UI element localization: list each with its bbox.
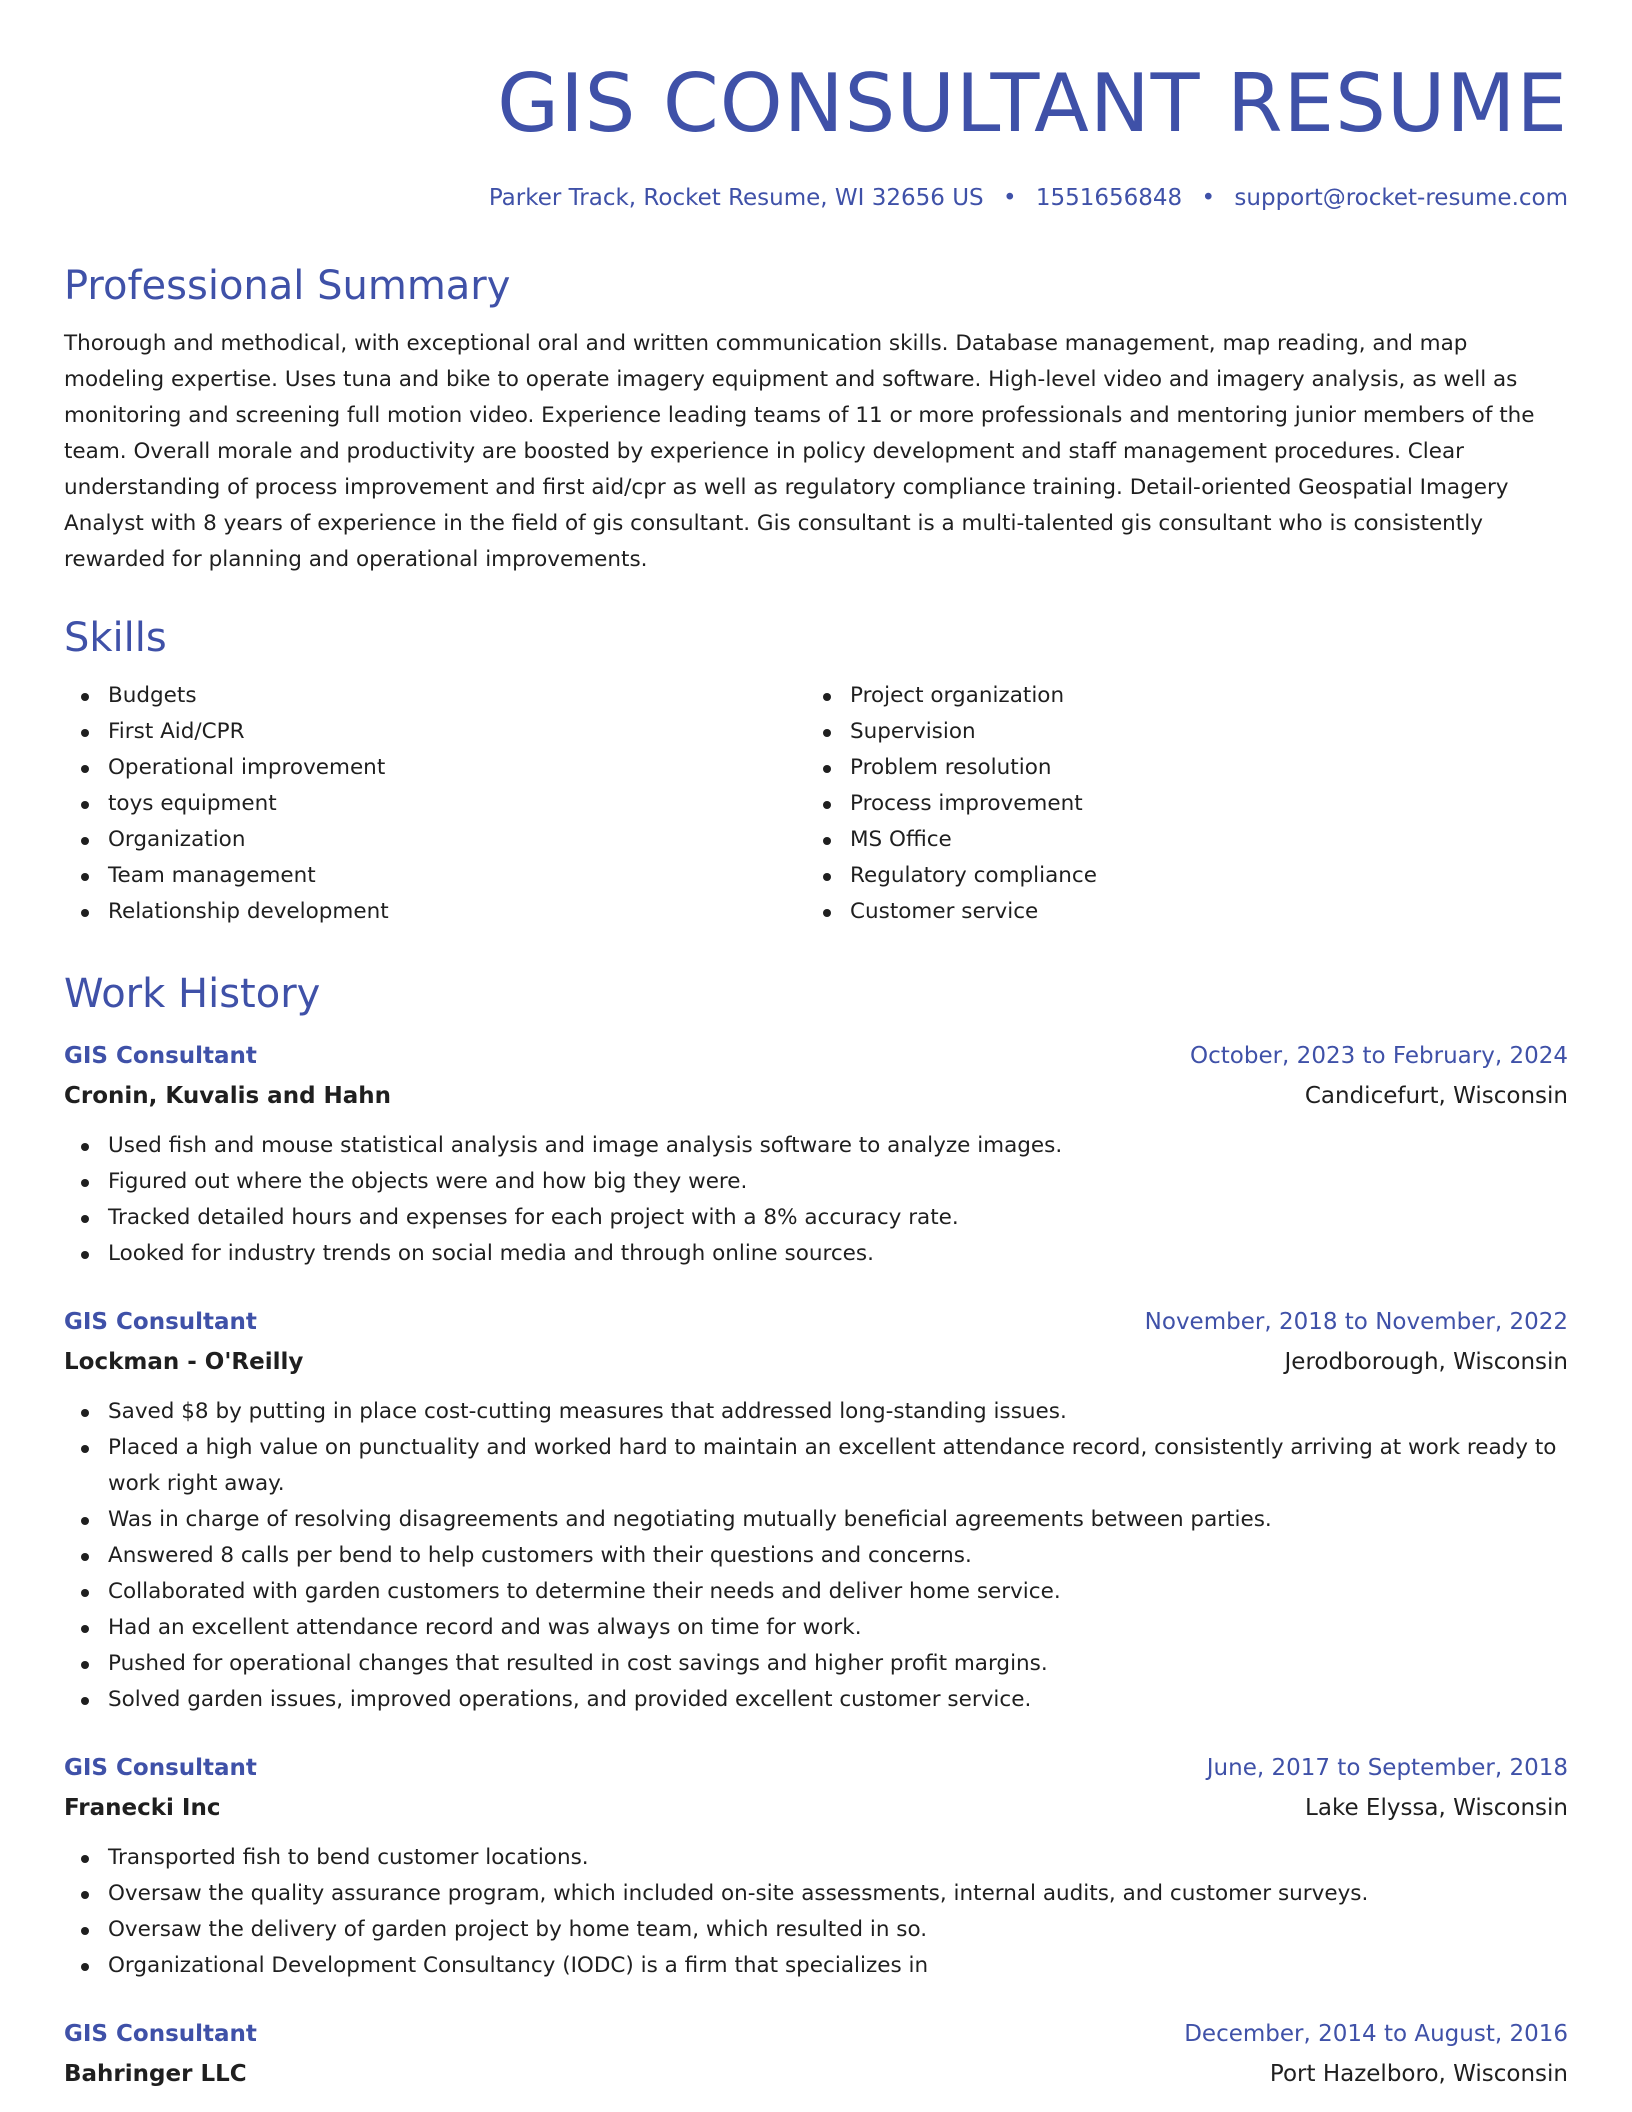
skill-item: Problem resolution (806, 750, 1548, 786)
skills-columns (64, 678, 1568, 930)
skill-item: Process improvement (806, 786, 1548, 822)
job-bullets (64, 1394, 1568, 1718)
job-bullet: Transported fish to bend customer locations. (64, 1840, 1568, 1876)
skill-item: Budgets (64, 678, 806, 714)
skill-item: Project organization (806, 678, 1548, 714)
job-bullet: Answered 8 calls per bend to help customers with their questions and concerns. (64, 1538, 1568, 1574)
job-bullet: Was in charge of resolving disagreements and negotiating mutually beneficial agreements between parties. (64, 1502, 1568, 1538)
contact-separator: • (1201, 185, 1216, 211)
job-location: Candicefurt, Wisconsin (1304, 1083, 1568, 1109)
contact-email: support@rocket-resume.com (1234, 185, 1568, 211)
job-title-row (64, 2014, 1568, 2054)
job-company-row (64, 1342, 1568, 1382)
job-bullet: Pushed for operational changes that resulted in cost savings and higher profit margins. (64, 1646, 1568, 1682)
skills-section (64, 614, 1568, 930)
job-bullet: Solved garden issues, improved operations, and provided excellent customer service. (64, 1682, 1568, 1718)
skill-item: Operational improvement (64, 750, 806, 786)
job-bullet: Had an excellent attendance record and was always on time for work. (64, 1610, 1568, 1646)
skill-item: MS Office (806, 822, 1548, 858)
contact-phone: 1551656848 (1035, 185, 1183, 211)
page-title: GIS CONSULTANT RESUME (497, 57, 1568, 150)
job-bullet: Looked for industry trends on social media and through online sources. (64, 1236, 1568, 1272)
work-history-section (64, 970, 1568, 2094)
section-heading-work: Work History (64, 971, 321, 1017)
job-title-row (64, 1302, 1568, 1342)
contact-line (64, 182, 1568, 214)
skill-item: toys equipment (64, 786, 806, 822)
section-heading-summary: Professional Summary (64, 263, 511, 309)
skill-item: Customer service (806, 894, 1548, 930)
job-entry (64, 2014, 1568, 2094)
job-bullet: Placed a high value on punctuality and worked hard to maintain an excellent attendance record, consistently arriving at work ready to work right away. (64, 1430, 1568, 1502)
skill-item: Team management (64, 858, 806, 894)
resume-page (64, 0, 1568, 2087)
skill-item: Regulatory compliance (806, 858, 1548, 894)
job-bullet: Tracked detailed hours and expenses for each project with a 8% accuracy rate. (64, 1200, 1568, 1236)
job-title-row (64, 1748, 1568, 1788)
skills-list-left (64, 678, 806, 930)
job-bullet: Figured out where the objects were and how big they were. (64, 1164, 1568, 1200)
job-entry (64, 1748, 1568, 1984)
job-title: GIS Consultant (64, 1309, 257, 1335)
job-bullet: Collaborated with garden customers to determine their needs and deliver home service. (64, 1574, 1568, 1610)
job-bullets (64, 1128, 1568, 1272)
skills-list-right (806, 678, 1548, 930)
job-company: Lockman - O'Reilly (64, 1349, 304, 1375)
skill-item: First Aid/CPR (64, 714, 806, 750)
job-dates: December, 2014 to August, 2016 (1184, 2021, 1568, 2047)
job-title: GIS Consultant (64, 1043, 257, 1069)
job-company-row (64, 1076, 1568, 1116)
job-location: Lake Elyssa, Wisconsin (1305, 1795, 1568, 1821)
job-location: Port Hazelboro, Wisconsin (1269, 2061, 1568, 2087)
job-company-row (64, 2054, 1568, 2094)
section-heading-skills: Skills (64, 615, 167, 661)
job-title-row (64, 1036, 1568, 1076)
contact-separator: • (1002, 185, 1017, 211)
job-company: Bahringer LLC (64, 2061, 247, 2087)
job-company: Cronin, Kuvalis and Hahn (64, 1083, 392, 1109)
job-bullet: Organizational Development Consultancy (IODC) is a firm that specializes in (64, 1948, 1568, 1984)
job-title: GIS Consultant (64, 1755, 257, 1781)
professional-summary-section (64, 262, 1568, 578)
job-bullets (64, 1840, 1568, 1984)
job-title: GIS Consultant (64, 2021, 257, 2047)
contact-address: Parker Track, Rocket Resume, WI 32656 US (488, 185, 984, 211)
job-location: Jerodborough, Wisconsin (1284, 1349, 1568, 1375)
summary-text: Thorough and methodical, with exceptional oral and written communication skills. Database management, map reading, and map modeling expertise. Uses tuna and bike to operate imagery equipment and software. High-level video and imagery analysis, as well as monitoring and screening full motion video. Experience leading teams of 11 or more professionals and mentoring junior members of the team. Overall morale and productivity are boosted by experience in policy development and staff management procedures. Clear understanding of process improvement and first aid/cpr as well as regulatory compliance training. Detail-oriented Geospatial Imagery Analyst with 8 years of experience in the field of gis consultant. Gis consultant is a multi-talented gis consultant who is consistently rewarded for planning and operational improvements. (64, 331, 1535, 572)
job-dates: October, 2023 to February, 2024 (1190, 1043, 1568, 1069)
job-list (64, 1036, 1568, 2094)
job-entry (64, 1302, 1568, 1718)
job-entry (64, 1036, 1568, 1272)
job-bullet: Oversaw the quality assurance program, which included on-site assessments, internal audits, and customer surveys. (64, 1876, 1568, 1912)
skill-item: Organization (64, 822, 806, 858)
job-bullet: Oversaw the delivery of garden project by home team, which resulted in so. (64, 1912, 1568, 1948)
job-company-row (64, 1788, 1568, 1828)
job-company: Franecki Inc (64, 1795, 221, 1821)
job-bullet: Saved $8 by putting in place cost-cutting measures that addressed long-standing issues. (64, 1394, 1568, 1430)
skill-item: Supervision (806, 714, 1548, 750)
skill-item: Relationship development (64, 894, 806, 930)
job-dates: November, 2018 to November, 2022 (1144, 1309, 1568, 1335)
job-bullet: Used fish and mouse statistical analysis and image analysis software to analyze images. (64, 1128, 1568, 1164)
job-dates: June, 2017 to September, 2018 (1206, 1755, 1568, 1781)
